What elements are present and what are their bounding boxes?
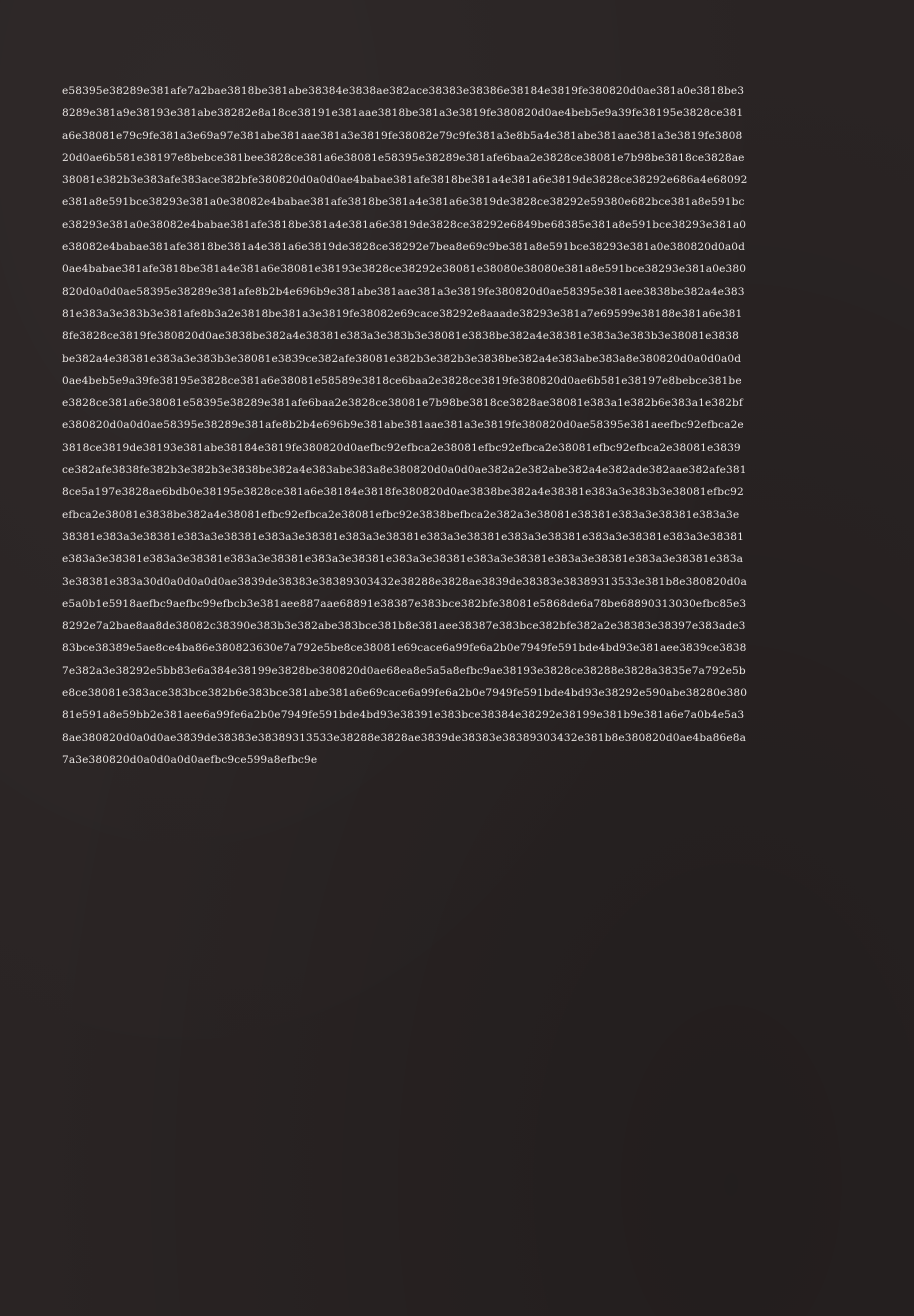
hex-text-line: 7a3e380820d0a0d0a0d0aefbc9ce599a8efbc9e — [62, 753, 318, 766]
hex-text-line: e38082e4babae381afe3818be381a4e381a6e3819de3828ce38292e7bea8e69c9be381a8e591bce38293e381a0e380820d0a0d — [62, 241, 746, 254]
hex-text-line: e8ce38081e383ace383bce382b6e383bce381abe381a6e69cace6a99fe6a2b0e7949fe591bde4bd93e38292e590abe38280e380 — [62, 687, 748, 700]
hex-text-line: 81e591a8e59bb2e381aee6a99fe6a2b0e7949fe591bde4bd93e38391e383bce38384e38292e38199e381b9e381a6e7a0b4e5a3 — [62, 709, 745, 722]
hex-text-line: 8289e381a9e38193e381abe38282e8a18ce38191e381aae3818be381a3e3819fe380820d0ae4beb5e9a39fe38195e3828ce381 — [62, 107, 744, 120]
hex-text-line: a6e38081e79c9fe381a3e69a97e381abe381aae381a3e3819fe38082e79c9fe381a3e8b5a4e381abe381aae381a3e3819fe3808 — [62, 129, 743, 142]
hex-text-line: 820d0a0d0ae58395e38289e381afe8b2b4e696b9e381abe381aae381a3e3819fe380820d0ae58395e381aee3838be382a4e383 — [62, 285, 745, 298]
hex-text-line: e381a8e591bce38293e381a0e38082e4babae381afe3818be381a4e381a6e3819de3828ce38292e59380e682bce381a8e591bc — [62, 196, 745, 209]
hex-text-line: 8fe3828ce3819fe380820d0ae3838be382a4e38381e383a3e383b3e38081e3838be382a4e38381e383a3e383b3e38081e3838 — [62, 330, 739, 343]
hex-text-block — [62, 80, 862, 771]
hex-text-line: 0ae4beb5e9a39fe38195e3828ce381a6e38081e58589e3818ce6baa2e3828ce3819fe380820d0ae6b581e38197e8bebce381be — [62, 374, 742, 387]
hex-text-line: be382a4e38381e383a3e383b3e38081e3839ce382afe38081e382b3e382b3e3838be382a4e383abe383a8e380820d0a0d0a0d — [62, 352, 742, 365]
hex-text-line: e58395e38289e381afe7a2bae3818be381abe38384e3838ae382ace38383e38386e38184e3819fe380820d0ae381a0e3818be3 — [62, 85, 745, 97]
hex-text-line: 8ae380820d0a0d0ae3839de38383e38389313533e38288e3828ae3839de38383e38389303432e381b8e380820d0ae4ba86e8a — [62, 731, 747, 744]
hex-text-line: 83bce38389e5ae8ce4ba86e380823630e7a792e5be8ce38081e69cace6a99fe6a2b0e7949fe591bde4bd93e381aee3839ce3838 — [62, 642, 747, 655]
hex-text-line: 38381e383a3e38381e383a3e38381e383a3e38381e383a3e38381e383a3e38381e383a3e38381e383a3e38381e383a3e38381 — [62, 530, 744, 543]
hex-text-line: e383a3e38381e383a3e38381e383a3e38381e383a3e38381e383a3e38381e383a3e38381e383a3e38381e383a3e38381e383a — [62, 553, 744, 566]
hex-text-line: e3828ce381a6e38081e58395e38289e381afe6baa2e3828ce38081e7b98be3818ce3828ae38081e383a1e382b6e383a1e382bf — [62, 397, 743, 410]
hex-text-line: 7e382a3e38292e5bb83e6a384e38199e3828be380820d0ae68ea8e5a5a8efbc9ae38193e3828ce38288e3828a3835e7a792e5b — [62, 664, 746, 677]
hex-text-line: 8ce5a197e3828ae6bdb0e38195e3828ce381a6e38184e3818fe380820d0ae3838be382a4e38381e383a3e383b3e38081efbc92 — [62, 486, 744, 499]
hex-text-line: 20d0ae6b581e38197e8bebce381bee3828ce381a6e38081e58395e38289e381afe6baa2e3828ce38081e7b98be3818ce3828ae — [62, 151, 745, 164]
hex-text-line: 38081e382b3e383afe383ace382bfe380820d0a0d0ae4babae381afe3818be381a4e381a6e3819de3828ce38292e686a4e68092 — [62, 174, 748, 187]
hex-text-line: e38293e381a0e38082e4babae381afe3818be381a4e381a6e3819de3828ce38292e6849be68385e381a8e591bce38293e381a0 — [62, 218, 747, 231]
hex-text-line: 81e383a3e383b3e381afe8b3a2e3818be381a3e3819fe38082e69cace38292e8aaade38293e381a7e69599e38188e381a6e381 — [62, 307, 743, 320]
hex-text-line: efbca2e38081e3838be382a4e38081efbc92efbca2e38081efbc92e3838befbca2e382a3e38081e38381e383a3e38381e383a3e — [62, 508, 740, 521]
hex-text-line: e380820d0a0d0ae58395e38289e381afe8b2b4e696b9e381abe381aae381a3e3819fe380820d0ae58395e381aeefbc92efbca2e — [62, 419, 744, 432]
hex-text-line: 8292e7a2bae8aa8de38082c38390e383b3e382abe383bce381b8e381aee38387e383bce382bfe382a2e38383e38397e383ade3 — [62, 620, 746, 633]
hex-text-line: e5a0b1e5918aefbc9aefbc99efbcb3e381aee887aae68891e38387e383bce382bfe38081e5868de6a78be68890313030efbc85e3 — [62, 597, 747, 610]
hex-text-line: 0ae4babae381afe3818be381a4e381a6e38081e38193e3828ce38292e38081e38080e38080e381a8e591bce38293e381a0e380 — [62, 263, 747, 276]
hex-text-line: 3e38381e383a30d0a0d0a0d0ae3839de38383e38389303432e38288e3828ae3839de38383e38389313533e381b8e380820d0a — [62, 575, 747, 588]
hex-text-line: ce382afe3838fe382b3e382b3e3838be382a4e383abe383a8e380820d0a0d0ae382a2e382abe382a4e382ade382aae382afe381 — [62, 464, 747, 477]
hex-text-line: 3818ce3819de38193e381abe38184e3819fe380820d0aefbc92efbca2e38081efbc92efbca2e38081efbc92efbca2e38081e3839 — [62, 441, 741, 454]
